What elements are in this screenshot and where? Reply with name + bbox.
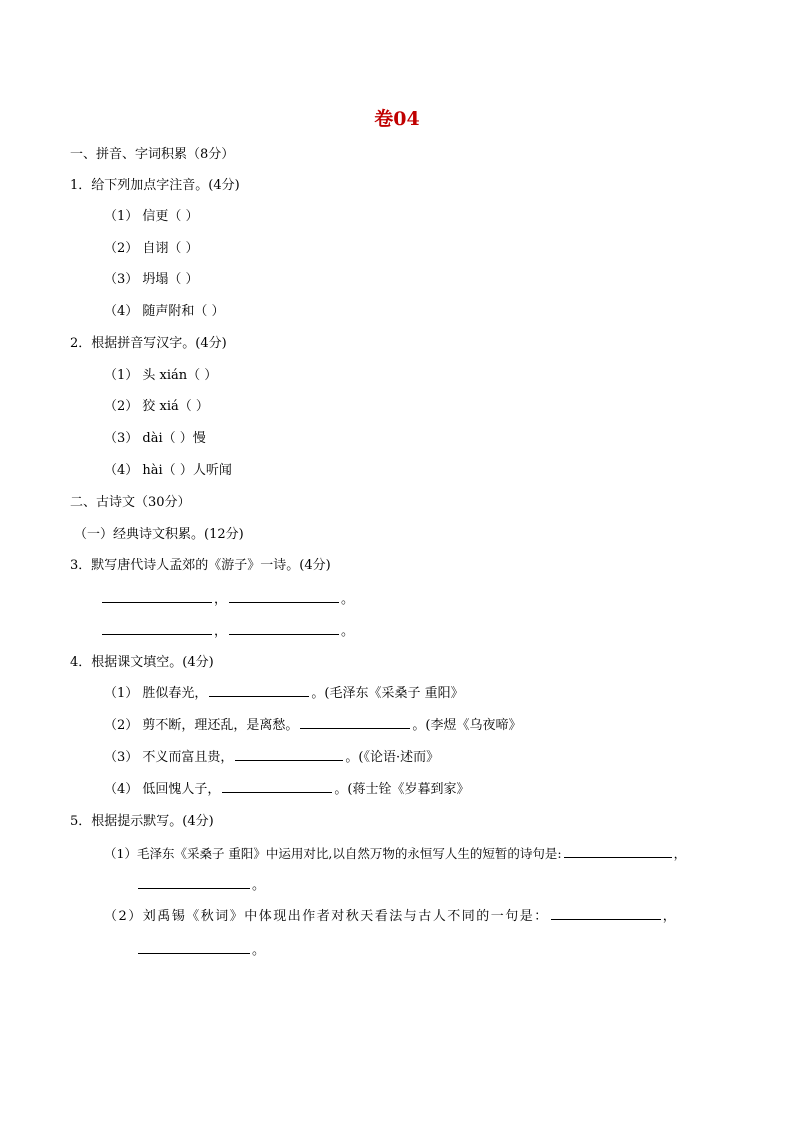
q2-stem: 2．根据拼音写汉字。(4分) — [70, 336, 227, 351]
q4-item-3: （3） 不义而富且贵， 。(《论语·述而》 — [104, 750, 440, 765]
q2-item-1: （1） 头 xián（ ） — [104, 368, 218, 383]
q2-item-3: （3） dài（ ）慢 — [104, 431, 206, 446]
q3-blank-row-2: ， 。 — [100, 623, 354, 641]
answer-blank[interactable] — [300, 727, 410, 729]
q1-item-3: （3） 坍塌（ ） — [104, 272, 199, 287]
answer-blank[interactable] — [102, 601, 212, 603]
q4-item-4: （4） 低回愧人子， 。(蒋士铨《岁暮到家》 — [104, 782, 470, 797]
q1-item-2: （2） 自诩（ ） — [104, 241, 199, 256]
q5-item-2-line-1: （2）刘禹锡《秋词》中体现出作者对秋天看法与古人不同的一句是： ， — [104, 909, 678, 924]
answer-blank[interactable] — [138, 887, 250, 889]
q1-item-1: （1） 信更（ ） — [104, 209, 199, 224]
q1-item-4: （4） 随声附和（ ） — [104, 304, 225, 319]
answer-blank[interactable] — [222, 791, 332, 793]
section2-heading: 二、古诗文（30分） — [70, 495, 191, 510]
q4-stem: 4．根据课文填空。(4分) — [70, 655, 214, 670]
answer-blank[interactable] — [229, 633, 339, 635]
q3-stem: 3．默写唐代诗人孟郊的《游子》一诗。(4分) — [70, 558, 331, 573]
answer-blank[interactable] — [102, 633, 212, 635]
answer-blank[interactable] — [209, 695, 309, 697]
answer-blank[interactable] — [229, 601, 339, 603]
q5-item-2-line-2: 。 — [136, 942, 265, 960]
q5-item-1-line-2: 。 — [136, 877, 265, 895]
section1-heading: 一、拼音、字词积累（8分） — [70, 147, 235, 162]
answer-blank[interactable] — [564, 856, 672, 858]
q3-blank-row-1: ， 。 — [100, 591, 354, 609]
q5-item-1-line-1: （1）毛泽东《采桑子 重阳》中运用对比,以自然万物的永恒写人生的短暂的诗句是: ， — [104, 846, 687, 861]
q4-item-2: （2） 剪不断，理还乱，是离愁。 。(李煜《乌夜啼》 — [104, 718, 522, 733]
q4-item-1: （1） 胜似春光， 。(毛泽东《采桑子 重阳》 — [104, 686, 464, 701]
q1-stem: 1．给下列加点字注音。(4分) — [70, 178, 240, 193]
sub-heading-1: （一）经典诗文积累。(12分) — [74, 527, 244, 542]
answer-blank[interactable] — [551, 918, 661, 920]
q5-stem: 5．根据提示默写。(4分) — [70, 814, 214, 829]
q2-item-2: （2） 狡 xiá（ ） — [104, 399, 209, 414]
answer-blank[interactable] — [235, 759, 343, 761]
page-title: 卷04 — [374, 108, 420, 130]
q2-item-4: （4） hài（ ）人听闻 — [104, 463, 232, 478]
answer-blank[interactable] — [138, 952, 250, 954]
